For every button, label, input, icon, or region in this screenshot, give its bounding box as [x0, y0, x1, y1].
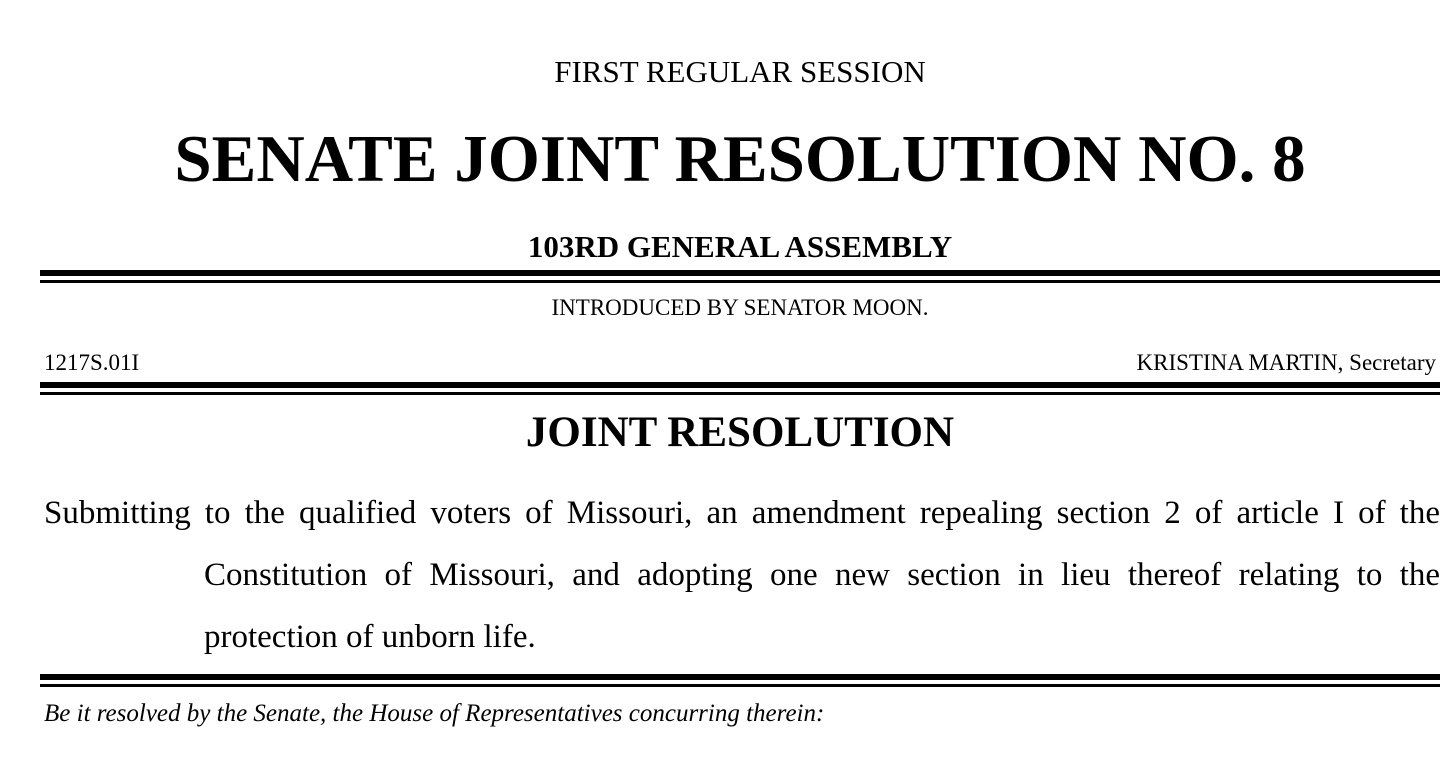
enacting-clause: Be it resolved by the Senate, the House of Representatives concurring therein:	[44, 700, 825, 727]
session-label: FIRST REGULAR SESSION	[554, 54, 926, 89]
introduced-by: INTRODUCED BY SENATOR MOON.	[551, 295, 929, 320]
bill-code: 1217S.01I	[44, 350, 140, 375]
rule-thin-line	[40, 684, 1440, 687]
rule-thick-line	[40, 382, 1440, 388]
middle-double-rule	[40, 382, 1440, 395]
secretary-line: KRISTINA MARTIN, Secretary	[1136, 350, 1436, 375]
rule-thin-line	[40, 392, 1440, 395]
summary-line-2: Constitution of Missouri, and adopting one new section in lieu thereof relating to the	[204, 557, 1440, 593]
summary-line-1: Submitting to the qualified voters of Missouri, an amendment repealing section 2 of article I of the	[44, 495, 1440, 531]
bottom-double-rule	[40, 674, 1440, 687]
top-double-rule	[40, 270, 1440, 283]
rule-thick-line	[40, 674, 1440, 680]
assembly-label: 103RD GENERAL ASSEMBLY	[527, 229, 953, 264]
summary-line-3: protection of unborn life.	[204, 619, 536, 655]
document-title: SENATE JOINT RESOLUTION NO. 8	[174, 122, 1306, 196]
resolution-summary	[44, 482, 1440, 668]
joint-resolution-heading: JOINT RESOLUTION	[525, 409, 955, 456]
rule-thin-line	[40, 280, 1440, 283]
rule-thick-line	[40, 270, 1440, 276]
